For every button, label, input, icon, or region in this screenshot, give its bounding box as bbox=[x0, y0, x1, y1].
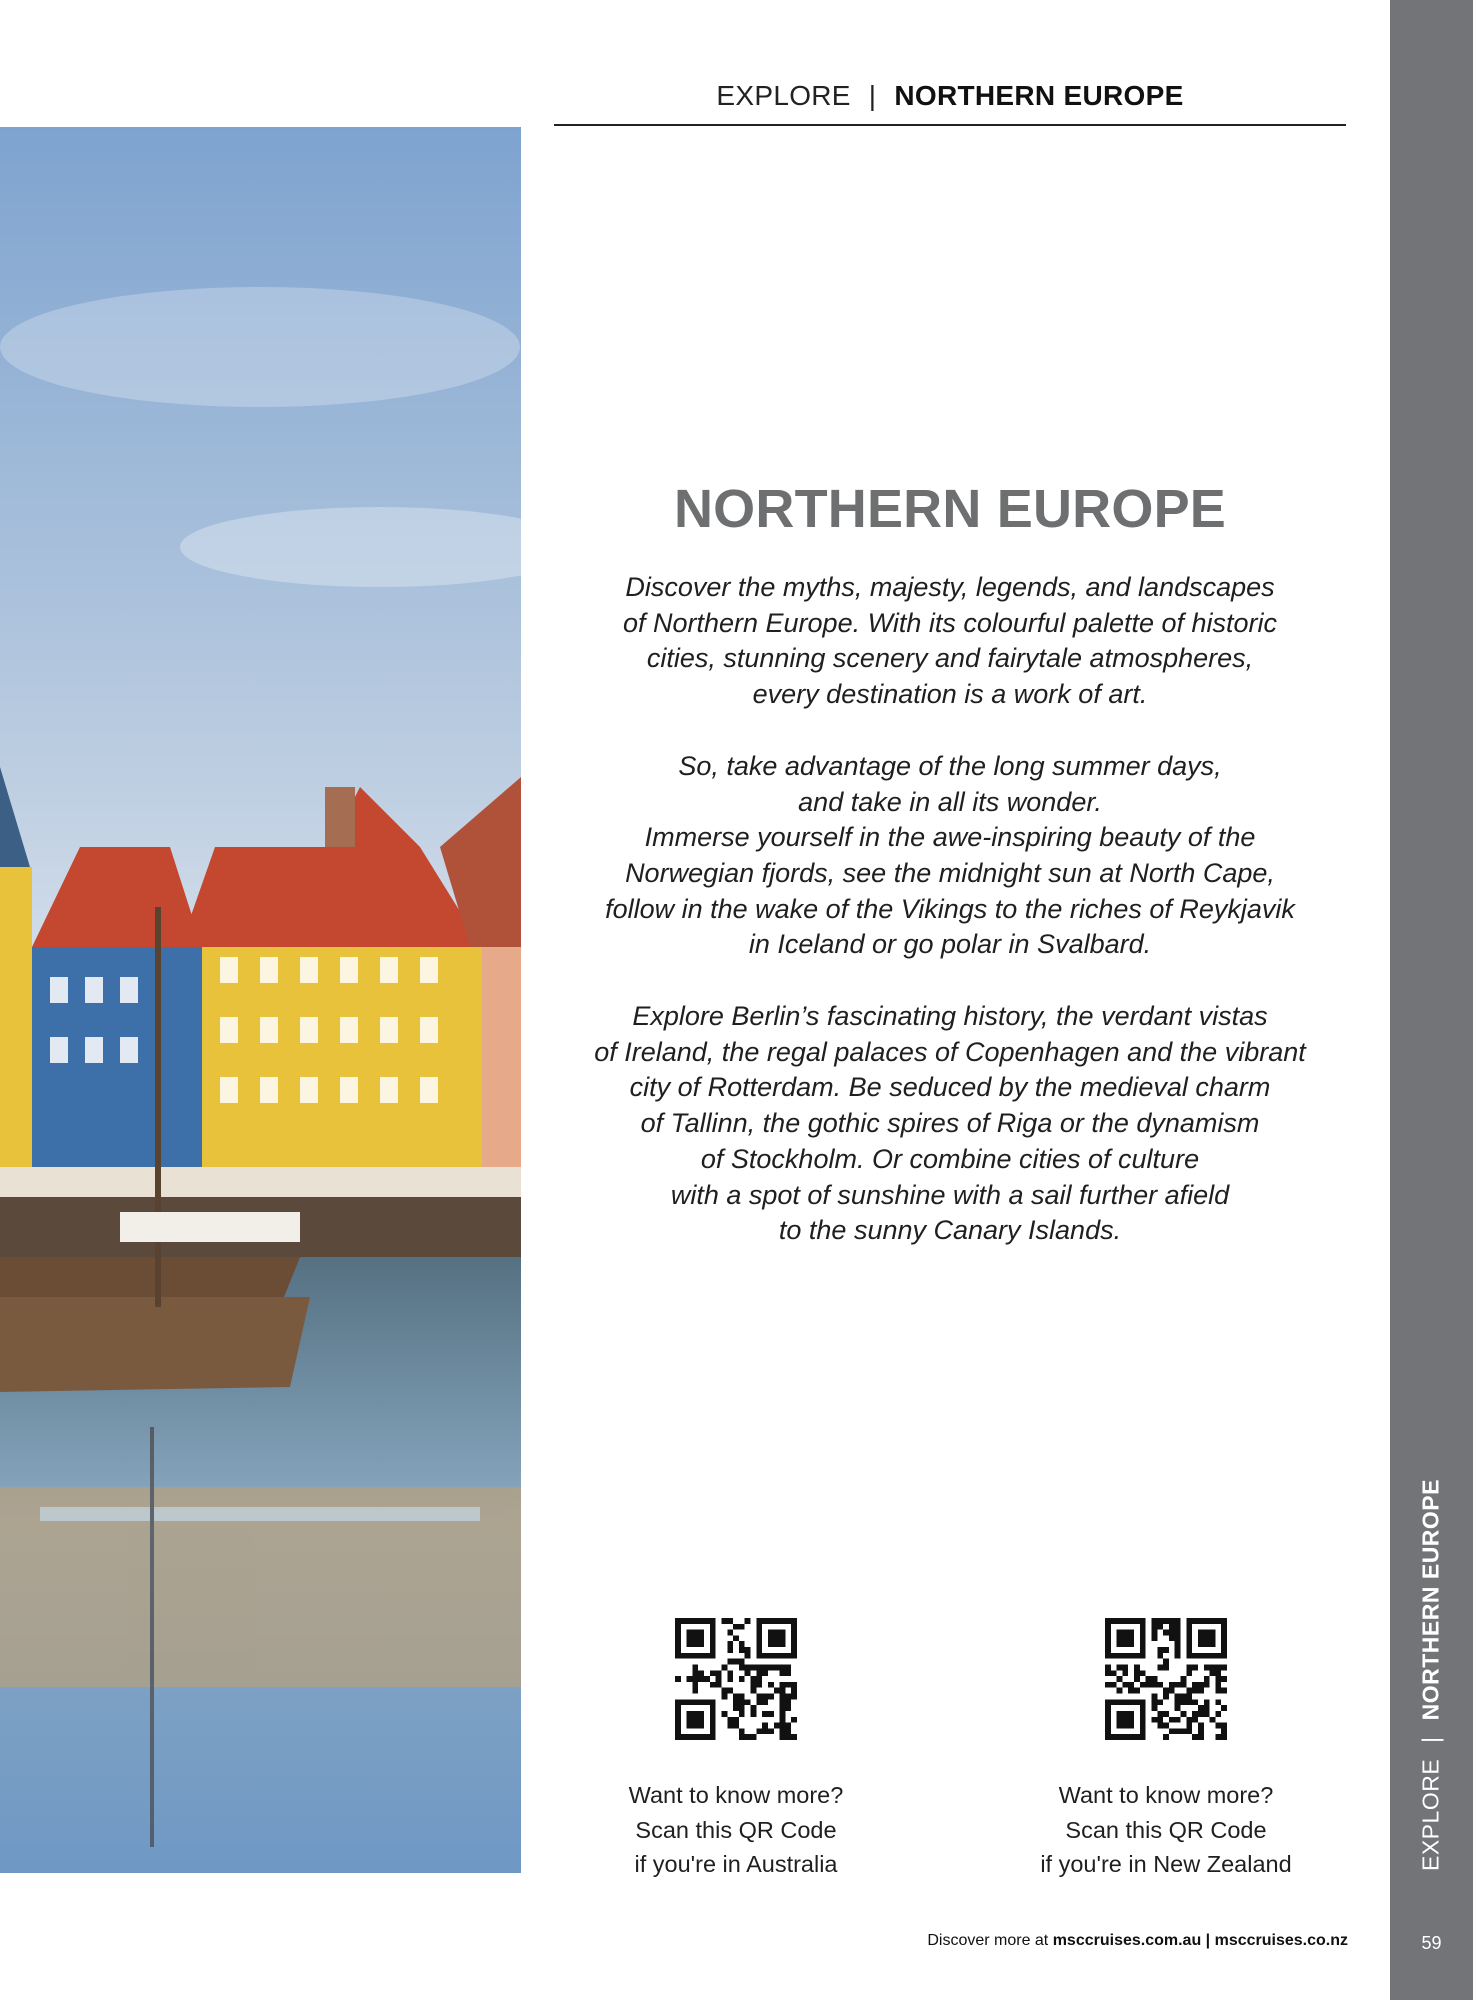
sidebar-label bbox=[1418, 1479, 1445, 1871]
text-line: in Iceland or go polar in Svalbard. bbox=[748, 929, 1152, 960]
qr-code-new-zealand[interactable] bbox=[1105, 1618, 1227, 1740]
paragraph-3 bbox=[554, 999, 1346, 1249]
qr-caption-line: Scan this QR Code bbox=[1065, 1816, 1267, 1843]
text-line: with a spot of sunshine with a sail further afield bbox=[670, 1179, 1230, 1210]
qr-caption-line: Scan this QR Code bbox=[635, 1816, 837, 1843]
qr-caption-line: if you're in New Zealand bbox=[1040, 1851, 1292, 1877]
header-section: EXPLORE bbox=[716, 80, 851, 111]
sidebar-separator: | bbox=[1417, 1736, 1444, 1743]
text-line: Immerse yourself in the awe-inspiring beauty of the bbox=[644, 822, 1256, 853]
text-line: of Tallinn, the gothic spires of Riga or the dynamism bbox=[640, 1108, 1260, 1139]
qr-caption-line: Want to know more? bbox=[1058, 1782, 1274, 1808]
qr-code-australia[interactable] bbox=[675, 1618, 797, 1740]
harbour-photo bbox=[0, 127, 521, 1873]
text-line: of Ireland, the regal palaces of Copenhagen and the vibrant bbox=[594, 1036, 1306, 1067]
text-line: and take in all its wonder. bbox=[798, 786, 1102, 817]
text-line: every destination is a work of art. bbox=[752, 679, 1148, 710]
text-line: to the sunny Canary Islands. bbox=[778, 1215, 1122, 1246]
page-header bbox=[554, 74, 1346, 126]
text-line: So, take advantage of the long summer days, bbox=[678, 750, 1222, 781]
text-line: of Stockholm. Or combine cities of culture bbox=[700, 1143, 1200, 1174]
text-line: cities, stunning scenery and fairytale atmospheres, bbox=[646, 643, 1254, 674]
text-line: follow in the wake of the Vikings to the riches of Reykjavik bbox=[605, 893, 1295, 924]
qr-caption-line: Want to know more? bbox=[628, 1782, 844, 1808]
article-title: NORTHERN EUROPE bbox=[673, 479, 1227, 539]
footer-discover bbox=[927, 1932, 1348, 1950]
text-line: of Northern Europe. With its colourful palette of historic bbox=[622, 607, 1278, 638]
text-line: Discover the myths, majesty, legends, and landscapes bbox=[625, 572, 1275, 602]
header-region: NORTHERN EUROPE bbox=[894, 80, 1184, 111]
qr-caption-line: if you're in Australia bbox=[634, 1851, 838, 1877]
text-line: city of Rotterdam. Be seduced by the medieval charm bbox=[629, 1072, 1271, 1103]
header-separator: | bbox=[868, 80, 877, 111]
paragraph-2 bbox=[554, 749, 1346, 963]
paragraph-1 bbox=[554, 570, 1346, 713]
qr-caption-australia bbox=[586, 1778, 886, 1882]
page-number: 59 bbox=[1421, 1933, 1442, 1953]
sidebar-region: NORTHERN EUROPE bbox=[1417, 1479, 1444, 1721]
text-line: Explore Berlin’s fascinating history, the verdant vistas bbox=[632, 1001, 1268, 1032]
article-body bbox=[554, 570, 1346, 1285]
qr-caption-new-zealand bbox=[1016, 1778, 1316, 1882]
sidebar-section: EXPLORE bbox=[1417, 1758, 1444, 1871]
footer-prefix: Discover more at bbox=[927, 1932, 1053, 1949]
text-line: Norwegian fjords, see the midnight sun at North Cape, bbox=[625, 857, 1275, 888]
footer-links[interactable]: msccruises.com.au | msccruises.co.nz bbox=[1052, 1932, 1348, 1949]
